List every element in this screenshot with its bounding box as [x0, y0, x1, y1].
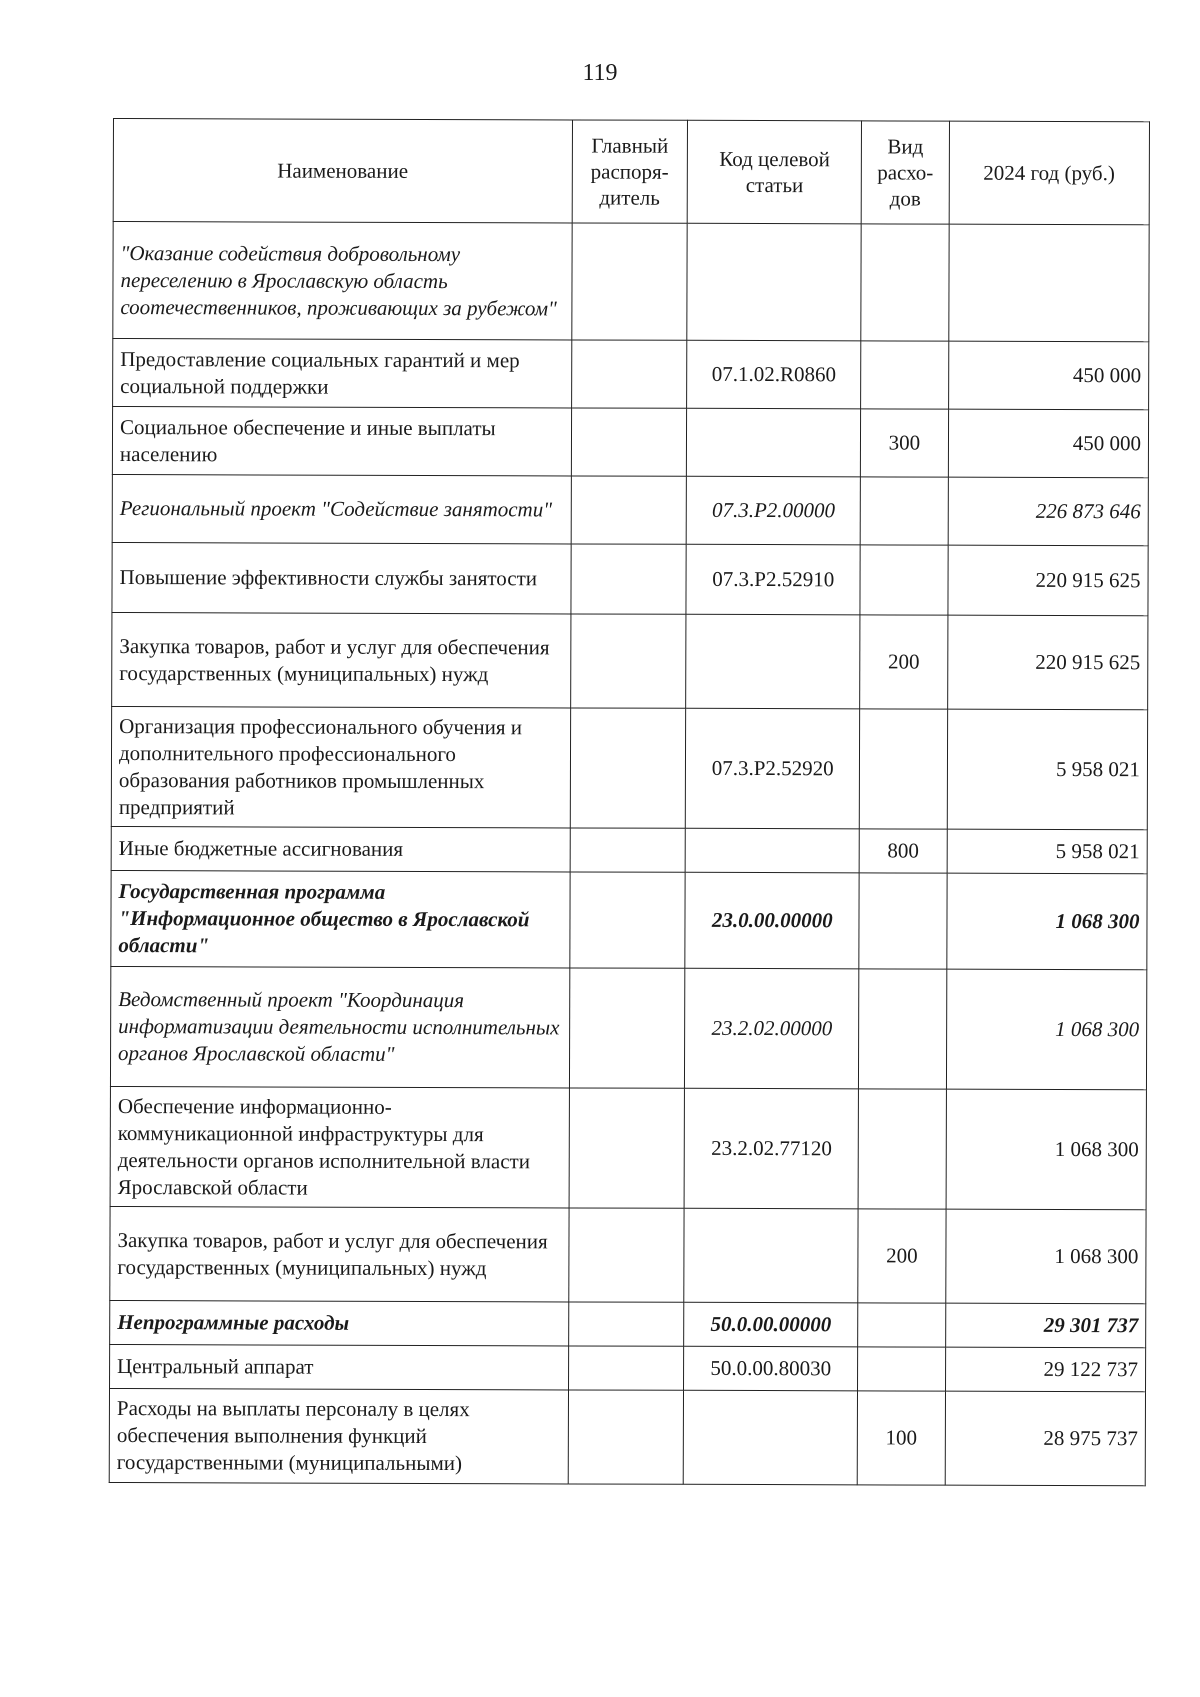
table-row [110, 1206, 1146, 1303]
row-kind [858, 1303, 945, 1347]
table-row [112, 474, 1148, 545]
row-code: 07.3.Р2.52920 [685, 708, 860, 829]
budget-table [109, 118, 1150, 1486]
row-code: 23.2.02.00000 [685, 968, 860, 1089]
row-manager [568, 1346, 684, 1390]
row-code: 50.0.00.80030 [684, 1346, 858, 1391]
row-name: Обеспечение информационно-коммуникационной инфраструктуры для деятельности органов исполнительной власти Ярославской области [110, 1086, 569, 1207]
row-amount: 29 122 737 [945, 1347, 1146, 1392]
row-manager [570, 708, 686, 828]
header-row [113, 119, 1149, 225]
header-kind: Вид расхо-дов [862, 121, 949, 224]
header-manager: Главный распоря-дитель [572, 120, 688, 223]
row-kind [861, 477, 948, 545]
header-code: Код целевой статьи [687, 120, 862, 224]
row-name: Иные бюджетные ассигнования [111, 826, 570, 871]
row-amount: 220 915 625 [947, 615, 1148, 710]
row-amount: 1 068 300 [946, 873, 1147, 970]
table-row [113, 339, 1149, 410]
row-code: 07.3.Р2.00000 [686, 476, 861, 545]
row-kind [860, 545, 947, 615]
row-amount: 226 873 646 [948, 477, 1149, 546]
page-number: 119 [582, 60, 618, 86]
row-manager [569, 968, 685, 1088]
table-row [111, 706, 1147, 829]
row-kind: 800 [860, 829, 947, 873]
table-row [112, 612, 1148, 709]
row-amount [948, 224, 1149, 342]
row-code: 07.1.02.R0860 [687, 340, 862, 409]
row-code: 23.0.00.00000 [685, 872, 860, 969]
row-code [683, 1390, 858, 1485]
row-name: Региональный проект "Содействие занятости" [112, 474, 571, 543]
row-code [685, 828, 859, 873]
row-amount: 5 958 021 [947, 709, 1148, 830]
row-code [684, 1208, 859, 1303]
table-row [111, 826, 1147, 873]
row-kind [858, 1347, 945, 1391]
row-kind [861, 224, 949, 341]
row-code [686, 408, 861, 477]
row-manager [571, 544, 687, 614]
row-manager [571, 223, 687, 340]
row-code: 23.2.02.77120 [684, 1088, 859, 1209]
row-code: 07.3.Р2.52910 [686, 544, 861, 615]
row-manager [570, 828, 686, 872]
row-name: Организация профессионального обучения и дополнительного профессионального образования работников промышленных предприятий [111, 706, 570, 827]
row-manager [571, 408, 687, 476]
row-kind: 200 [858, 1209, 945, 1303]
row-name: Предоставление социальных гарантий и мер социальной поддержки [113, 339, 572, 408]
row-name: "Оказание содействия добровольному переселению в Ярославскую область соотечественников, проживающих за рубежом" [113, 222, 572, 340]
table-row [112, 542, 1148, 615]
table-row [110, 1344, 1146, 1391]
table-row [110, 1086, 1146, 1209]
row-amount: 1 068 300 [946, 1089, 1147, 1210]
row-amount: 28 975 737 [945, 1391, 1146, 1486]
table-row [113, 222, 1149, 342]
row-manager [568, 1208, 684, 1302]
row-amount: 1 068 300 [946, 969, 1147, 1090]
header-name: Наименование [113, 119, 572, 223]
row-kind [860, 709, 948, 829]
row-kind [859, 873, 946, 969]
row-amount: 450 000 [948, 341, 1149, 410]
row-kind: 100 [858, 1391, 945, 1485]
row-name: Закупка товаров, работ и услуг для обеспечения государственных (муниципальных) нужд [110, 1206, 569, 1301]
row-amount: 29 301 737 [945, 1303, 1146, 1348]
row-kind [858, 1089, 946, 1209]
table-row [111, 870, 1147, 969]
row-kind [861, 341, 948, 409]
row-code: 50.0.00.00000 [684, 1302, 858, 1347]
row-amount: 220 915 625 [947, 545, 1148, 616]
row-code [687, 223, 862, 341]
table-row [110, 966, 1146, 1089]
row-manager [569, 1088, 685, 1208]
row-amount: 450 000 [948, 409, 1149, 478]
row-manager [571, 476, 687, 544]
row-manager [568, 1390, 684, 1484]
table-row [110, 1300, 1146, 1347]
row-kind: 200 [860, 615, 947, 709]
row-kind [859, 969, 947, 1089]
row-code [686, 614, 861, 709]
header-amount: 2024 год (руб.) [949, 121, 1150, 225]
row-kind: 300 [861, 409, 948, 477]
table-row [112, 407, 1148, 478]
row-amount: 5 958 021 [947, 829, 1148, 874]
row-name: Социальное обеспечение и иные выплаты населению [112, 407, 571, 476]
row-manager [569, 872, 685, 968]
row-manager [568, 1302, 684, 1346]
row-manager [570, 614, 686, 708]
row-name: Закупка товаров, работ и услуг для обеспечения государственных (муниципальных) нужд [112, 612, 571, 707]
row-name: Центральный аппарат [110, 1344, 569, 1389]
row-amount: 1 068 300 [945, 1209, 1146, 1304]
row-name: Государственная программа "Информационное общество в Ярославской области" [111, 870, 570, 967]
row-name: Ведомственный проект "Координация информатизации деятельности исполнительных органов Ярославской области" [110, 966, 569, 1087]
table-row [109, 1388, 1145, 1485]
row-name: Повышение эффективности службы занятости [112, 542, 571, 613]
row-manager [571, 340, 687, 408]
row-name: Непрограммные расходы [110, 1300, 569, 1345]
row-name: Расходы на выплаты персоналу в целях обеспечения выполнения функций государственными (муниципальными) [109, 1388, 568, 1483]
